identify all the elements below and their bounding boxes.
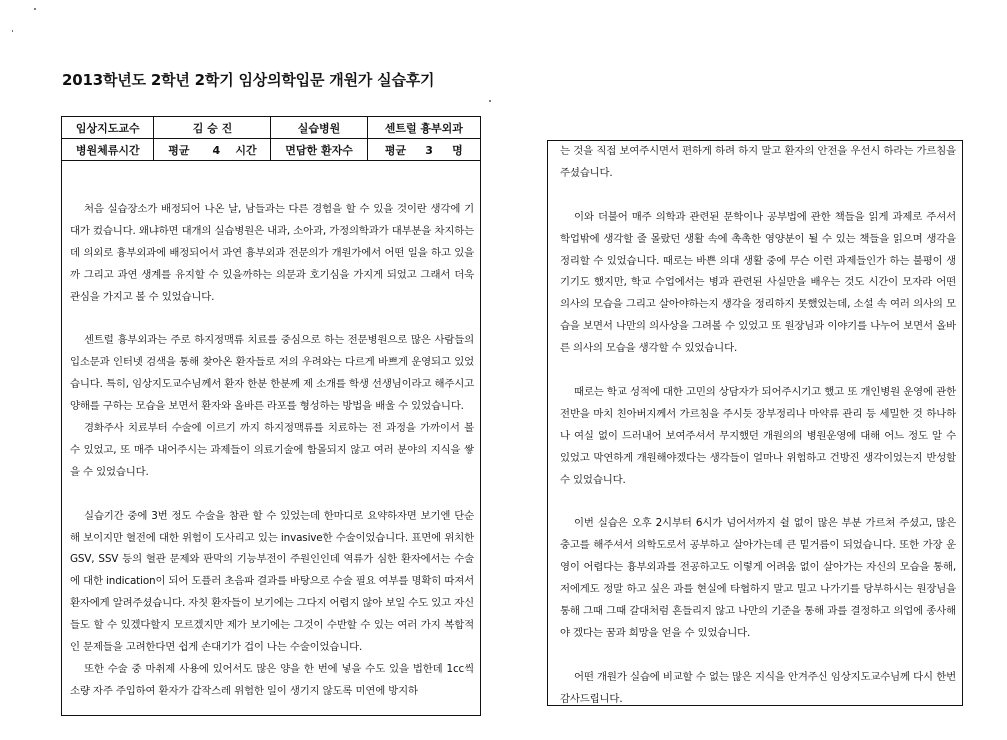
left-page bbox=[61, 116, 481, 716]
paragraph: 또한 수술 중 마취제 사용에 있어서도 많은 양을 한 번에 넣을 수도 있을 법한데 1cc씩 소량 자주 주입하여 환자가 갑작스레 위험한 일이 생기지 않도록 미연에 방지하 bbox=[70, 663, 474, 697]
scan-speck bbox=[12, 30, 13, 32]
info-row bbox=[62, 117, 480, 139]
scan-speck bbox=[489, 100, 491, 102]
label-advisor: 임상지도교수 bbox=[62, 117, 154, 139]
value-patients: 평균 3 명 bbox=[367, 139, 480, 161]
value-advisor: 김 승 진 bbox=[154, 117, 271, 139]
paragraph: 실습기간 중에 3번 정도 수술을 참관 할 수 있었는데 한마디로 요약하자면 보기엔 단순해 보이지만 혈전에 대한 위험이 도사리고 있는 invasive한 수술이었습니다. 표면에 위치한 GSV, SSV 등의 혈관 문제와 판막의 기능부전이 주원인인데 역류가 심한 환자에서는 수술에 대한 indication이 되어 도플러 초음파 결과를 바탕으로 수술 필요 여부를 명확히 따져서 환자에게 알려주셨습니다. 자칫 환자들이 보기에는 그다지 어렵지 않아 보일 수도 있고 자신들도 할 수 있겠다할지 모르겠지만 제가 보기에는 그것이 수반할 수 있는 여러 가지 복합적인 문제들을 고려한다면 쉽게 손대기가 겁이 나는 수술이었습니다. bbox=[70, 509, 474, 654]
label-stay-time: 병원체류시간 bbox=[62, 139, 154, 161]
info-table bbox=[62, 117, 480, 161]
info-row bbox=[62, 139, 480, 161]
paragraph: 이번 실습은 오후 2시부터 6시가 넘어서까지 쉴 없이 많은 부분 가르쳐 주셨고, 많은 충고를 해주셔서 의학도로서 공부하고 살아가는데 큰 밑거름이 되었습니다. 또한 가장 운영이 어렵다는 흉부외과를 전공하고도 이렇게 어려움 없이 살아가는 자신의 모습을 통해, 저에게도 정말 하고 싶은 과를 현실에 타협하지 말고 밀고 나가기를 당부하시는 원장님을 통해 그때 그때 갈대처럼 흔들리지 않고 나만의 기준을 통해 과를 결정하고 의업에 종사해야 겠다는 꿈과 희망을 얻을 수 있었습니다. bbox=[560, 517, 956, 639]
value-stay-time: 평균 4 시간 bbox=[154, 139, 271, 161]
right-page bbox=[547, 140, 963, 706]
paragraph: 어떤 개원가 실습에 비교할 수 없는 많은 지식을 안겨주신 임상지도교수님께 다시 한번 감사드립니다. bbox=[560, 670, 956, 705]
label-hospital: 실습병원 bbox=[271, 117, 367, 139]
paragraph: 이와 더불어 매주 의학과 관련된 문학이나 공부법에 관한 책들을 읽게 과제로 주셔서 학업밖에 생각할 줄 몰랐던 생활 속에 촉촉한 영양분이 될 수 있는 책들을 읽으며 생각을 정리할 수 있었습니다. 때로는 바쁜 의대 생활 중에 무슨 이런 과제들인가 하는 불평이 생기기도 했지만, 학교 수업에서는 병과 관련된 사실만을 배우는 것도 시간이 모자라 어떤 의사의 모습을 그리고 살아야하는지 생각을 정리하지 못했었는데, 소설 속 여러 의사의 모습을 보면서 나만의 의사상을 그려볼 수 있었고 또 원장님과 이야기를 나누어 보면서 올바른 의사의 모습을 생각할 수 있었습니다. bbox=[560, 210, 956, 355]
document-title: 2013학년도 2학년 2학기 임상의학입문 개원가 실습후기 bbox=[62, 71, 435, 89]
right-page-body bbox=[548, 141, 962, 706]
label-patients: 면담한 환자수 bbox=[271, 139, 367, 161]
paragraph: 센트럴 흉부외과는 주로 하지정맥류 치료를 중심으로 하는 전문병원으로 많은 사람들의 입소문과 인터넷 검색을 통해 찾아온 환자들로 저의 우려와는 다르게 바쁘게 운영되고 있었습니다. 특히, 임상지도교수님께서 환자 한분 한분께 제 소개를 학생 선생님이라고 해주시고 양해를 구하는 모습을 보면서 환자와 올바른 라포를 형성하는 방법을 배울 수 있었습니다. bbox=[70, 334, 474, 413]
value-hospital: 센트럴 흉부외과 bbox=[367, 117, 480, 139]
paragraph: 는 것을 직접 보여주시면서 편하게 하려 하지 말고 환자의 안전을 우선시 하라는 가르침을 주셨습니다. bbox=[560, 145, 956, 179]
scan-speck bbox=[34, 8, 36, 10]
paragraph: 처음 실습장소가 배정되어 나온 날, 남들과는 다른 경험을 할 수 있을 것이란 생각에 기대가 컸습니다. 왜냐하면 대개의 실습병원은 내과, 소아과, 가정의학과가 대부분을 차지하는데 의외로 흉부외과에 배정되어서 과연 흉부외과 전문의가 개원가에서 어떤 일을 하고 있을까 그리고 과연 생계를 유지할 수 있을까하는 의문과 호기심을 가지게 되었고 그래서 더욱 관심을 가지고 볼 수 있었습니다. bbox=[70, 203, 474, 303]
paragraph: 때로는 학교 성적에 대한 고민의 상담자가 되어주시기고 했고 또 개인병원 운영에 관한 전반을 마치 친아버지께서 가르침을 주시듯 장부정리나 마약류 관리 등 세밀한 것 하나하나 여실 없이 드러내어 보여주셔서 무지했던 개원의의 병원운영에 대해 어느 정도 알 수 있었고 막연하게 개원해야겠다는 생각들이 얼마나 위험하고 건방진 생각이었는지 반성할 수 있었습니다. bbox=[560, 385, 956, 486]
left-page-body bbox=[62, 161, 480, 703]
paragraph: 경화주사 치료부터 수술에 이르기 까지 하지정맥류를 치료하는 전 과정을 가까이서 볼 수 있었고, 또 매주 내어주시는 과제들이 의료기술에 함몰되지 않고 여러 분야의 지식을 쌓을 수 있었습니다. bbox=[70, 422, 474, 478]
